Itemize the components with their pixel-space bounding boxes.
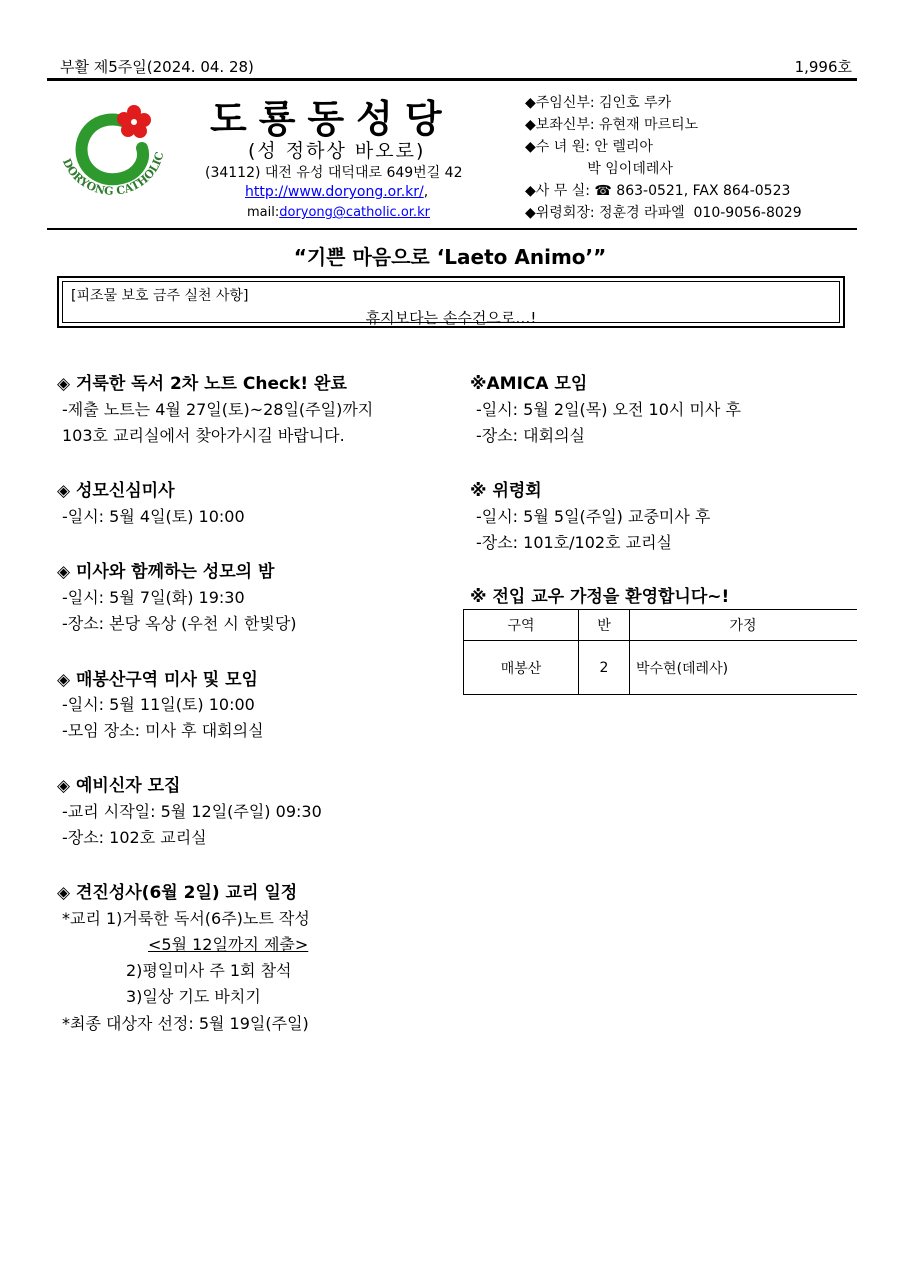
section-marian-night-line: -일시: 5월 7일(화) 19:30 (62, 588, 245, 607)
staff-pastor: ◆주임신부: 김인호 루카 (525, 95, 672, 111)
table-row (464, 641, 858, 695)
table-cell-group: 2 (579, 641, 630, 695)
section-lectio-line: 103호 교리실에서 찾아가시길 바랍니다. (62, 426, 345, 445)
section-catechumen-title: ◈ 예비신자 모집 (57, 776, 181, 796)
section-marian-mass-line: -일시: 5월 4일(토) 10:00 (62, 507, 245, 526)
notice-title: [피조물 보호 금주 실천 사항] (71, 288, 249, 304)
date-line: 부활 제5주일(2024. 04. 28) (60, 58, 254, 76)
staff-sisters-2: 박 임이데레사 (525, 161, 673, 177)
staff-memorial: ◆위령회장: 정훈경 라파엘 010-9056-8029 (525, 205, 802, 221)
section-memorial-line: -장소: 101호/102호 교리실 (476, 533, 672, 552)
patron-saint: (성 정하상 바오로) (248, 140, 426, 162)
section-confirmation-line: *최종 대상자 선정: 5월 19일(주일) (62, 1014, 309, 1033)
section-lectio-title: ◈ 거룩한 독서 2차 노트 Check! 완료 (57, 374, 347, 394)
website-link[interactable]: http://www.doryong.or.kr/ (245, 184, 424, 200)
table-header: 가정 (630, 610, 858, 641)
mail-link[interactable]: doryong@catholic.or.kr (279, 205, 430, 220)
section-district-title: ◈ 매봉산구역 미사 및 모임 (57, 670, 258, 690)
motto: “기쁜 마음으로 ‘Laeto Animo’” (293, 245, 607, 269)
section-marian-mass-title: ◈ 성모신심미사 (57, 481, 175, 501)
notice-box (57, 276, 845, 328)
address: (34112) 대전 유성 대덕대로 649번길 42 (205, 165, 463, 181)
header-bottom-rule (47, 228, 857, 230)
section-catechumen-line: -교리 시작일: 5월 12일(주일) 09:30 (62, 802, 322, 821)
section-amica-line: -일시: 5월 2일(목) 오전 10시 미사 후 (476, 400, 741, 419)
section-lectio-line: -제출 노트는 4월 27일(토)~28일(주일)까지 (62, 400, 374, 419)
section-amica-line: -장소: 대회의실 (476, 426, 585, 445)
table-header: 반 (579, 610, 630, 641)
notice-text: 휴지보다는 손수건으로…! (365, 309, 537, 327)
parish-logo (52, 98, 174, 216)
mail-line: mail:doryong@catholic.or.kr (247, 205, 430, 220)
issue-number: 1,996호 (794, 58, 852, 76)
staff-assistant: ◆보좌신부: 유현재 마르티노 (525, 117, 699, 133)
section-confirmation-line: 3)일상 기도 바치기 (126, 987, 261, 1006)
section-welcome-title: ※ 전입 교우 가정을 환영합니다~! (470, 587, 730, 607)
section-confirmation-line: 2)평일미사 주 1회 참석 (126, 961, 292, 980)
website-line: http://www.doryong.or.kr/, (245, 184, 429, 200)
header-top-rule (47, 78, 857, 81)
table-cell-family: 박수현(데레사) (630, 641, 858, 695)
staff-sisters: ◆수 녀 원: 안 렐리아 (525, 139, 653, 155)
staff-office: ◆사 무 실: ☎ 863-0521, FAX 864-0523 (525, 183, 791, 199)
table-cell-district: 매봉산 (464, 641, 579, 695)
section-memorial-line: -일시: 5월 5일(주일) 교중미사 후 (476, 507, 711, 526)
parish-name: 도룡동성당 (210, 97, 454, 141)
section-confirmation-title: ◈ 견진성사(6월 2일) 교리 일정 (57, 883, 298, 903)
section-confirmation-deadline: <5월 12일까지 제출> (148, 935, 309, 954)
section-marian-night-line: -장소: 본당 옥상 (우천 시 한빛당) (62, 614, 297, 633)
section-district-line: -일시: 5월 11일(토) 10:00 (62, 695, 255, 714)
svg-text:DORYONG CATHOLIC: DORYONG CATHOLIC (59, 150, 167, 198)
welcome-table (463, 609, 857, 695)
section-marian-night-title: ◈ 미사와 함께하는 성모의 밤 (57, 562, 275, 582)
section-amica-title: ※AMICA 모임 (470, 374, 588, 394)
section-district-line: -모임 장소: 미사 후 대회의실 (62, 721, 264, 740)
section-catechumen-line: -장소: 102호 교리실 (62, 828, 207, 847)
section-confirmation-line: *교리 1)거룩한 독서(6주)노트 작성 (62, 909, 310, 928)
table-header-row (464, 610, 858, 641)
table-header: 구역 (464, 610, 579, 641)
section-memorial-title: ※ 위령회 (470, 481, 542, 501)
